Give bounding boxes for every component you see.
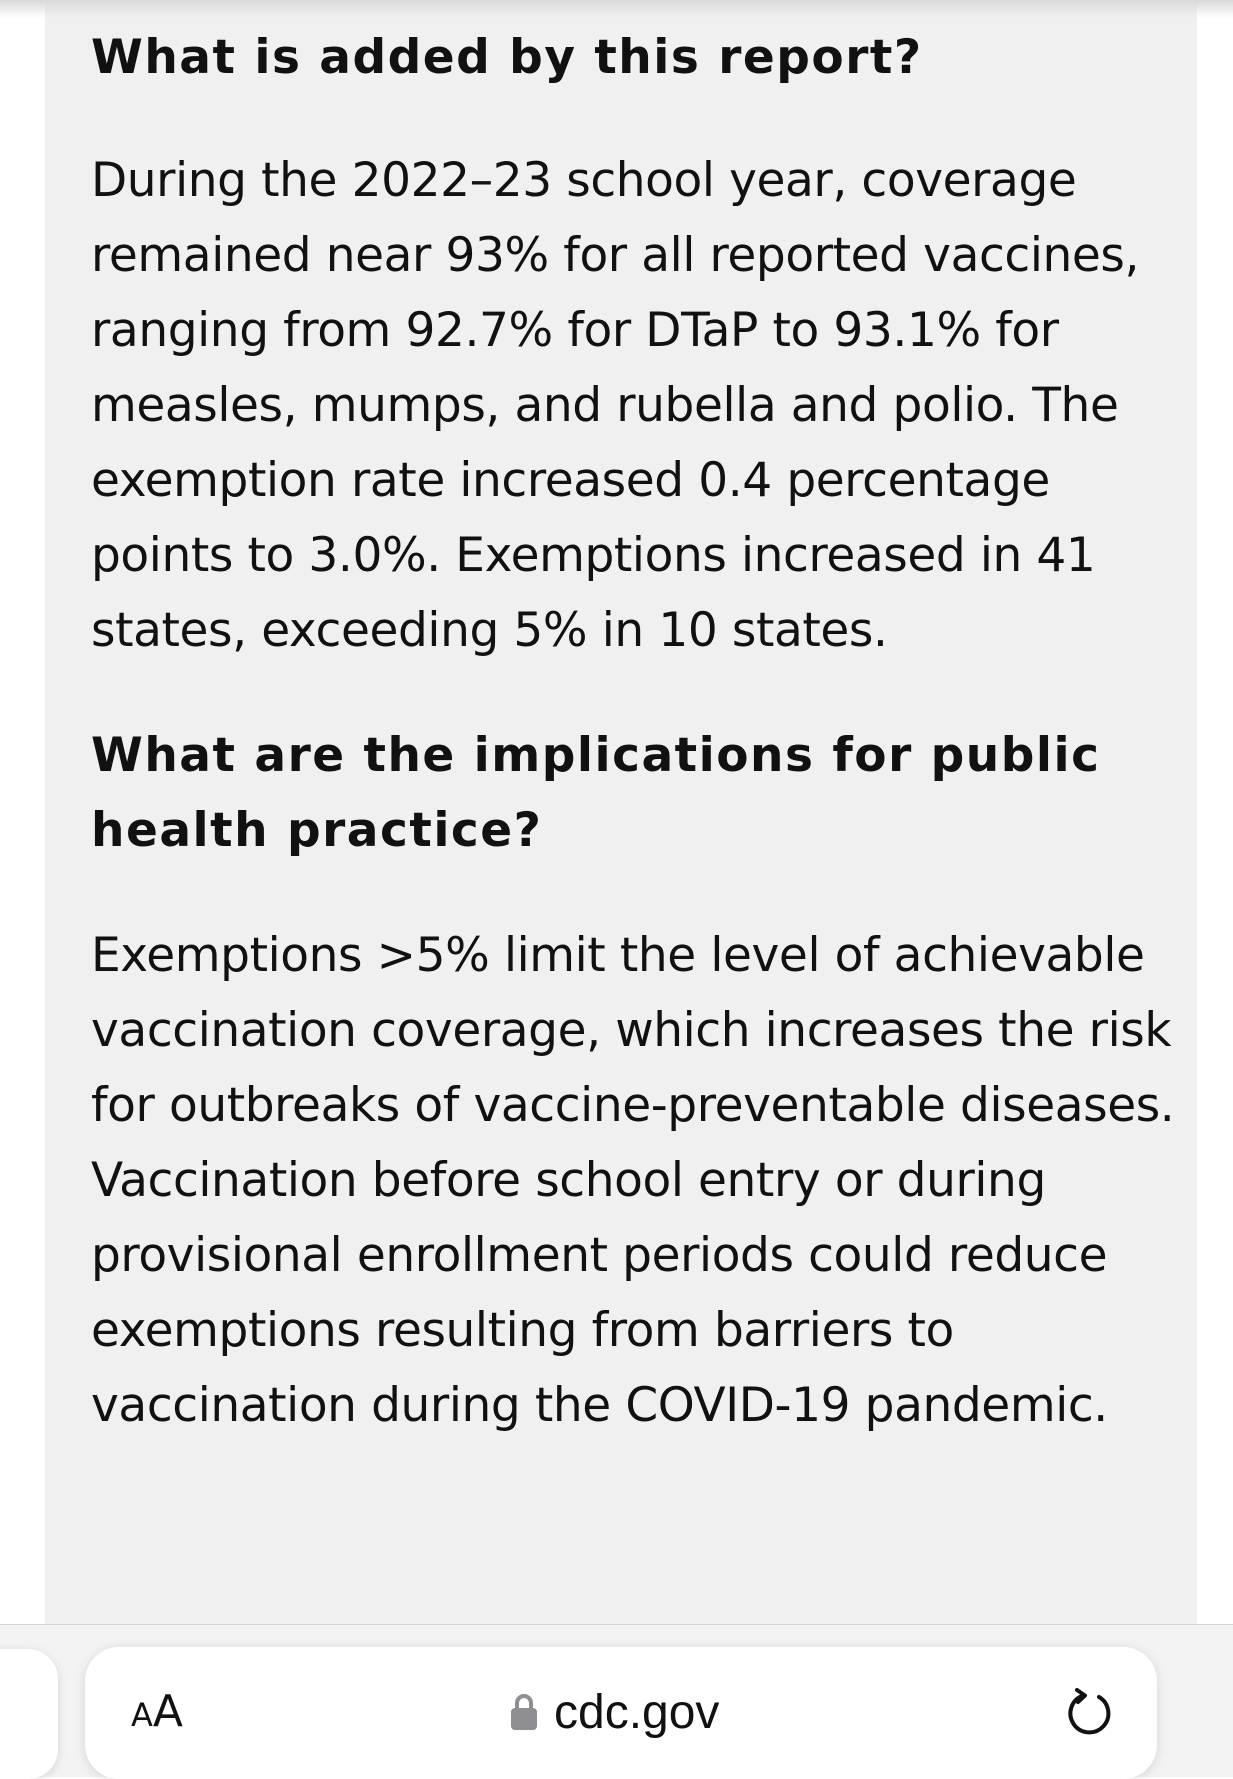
paragraph-implications: Exemptions >5% limit the level of achievable vaccination coverage, which increases the risk for outbreaks of vaccine-preventable diseases. Vaccination before school entry or during provisional enrollment periods could reduce exemptions resulting from barriers to vaccination during the COVID-19 pandemic. — [91, 928, 1175, 1433]
article-content — [91, 20, 1181, 1443]
text-size-button[interactable] — [131, 1677, 183, 1747]
heading-implications: What are the implications for public health practice? — [91, 728, 1101, 858]
address-bar[interactable] — [85, 1647, 1157, 1779]
aa-big-glyph: A — [152, 1686, 183, 1737]
aa-small-glyph: A — [131, 1696, 153, 1734]
lock-icon — [510, 1692, 538, 1732]
top-edge-shadow — [0, 0, 1233, 18]
heading-what-is-added: What is added by this report? — [91, 30, 923, 85]
reload-icon[interactable] — [1063, 1687, 1115, 1739]
paragraph-what-is-added: During the 2022–23 school year, coverage remained near 93% for all reported vaccines, ranging from 92.7% for DTaP to 93.1% for measles, mumps, and rubella and polio. The exemption rate increased 0.4 percentage points to 3.0%. Exemptions increased in 41 states, exceeding 5% in 10 states. — [91, 153, 1140, 658]
previous-tab-preview[interactable] — [0, 1649, 58, 1779]
url-text: cdc.gov — [554, 1685, 720, 1739]
article-summary-box — [45, 0, 1197, 1624]
browser-bottom-toolbar — [0, 1624, 1233, 1777]
url-display[interactable] — [510, 1677, 719, 1747]
